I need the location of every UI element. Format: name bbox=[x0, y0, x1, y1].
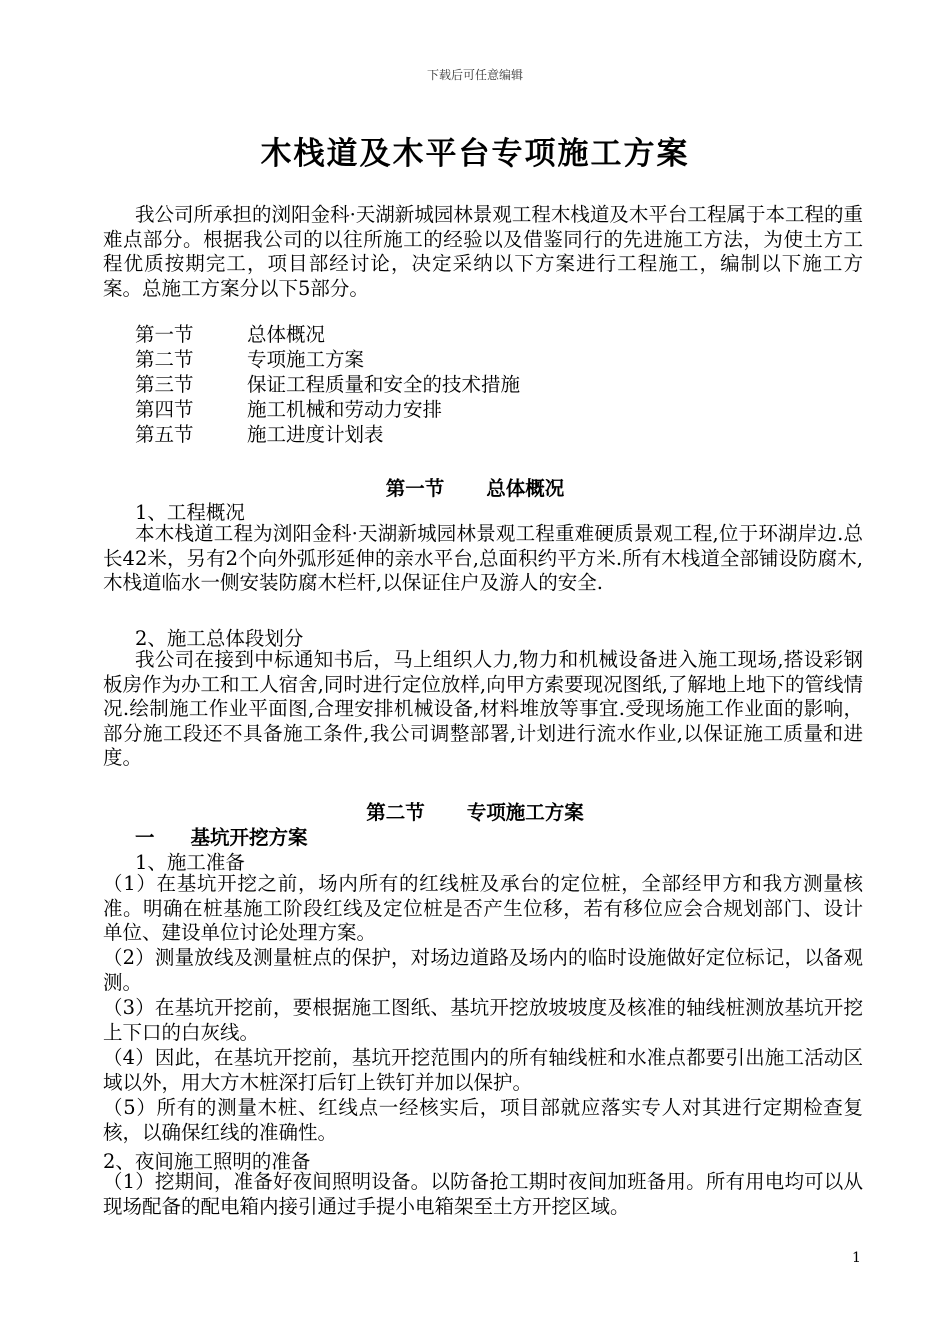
toc-name: 保证工程质量和安全的技术措施 bbox=[247, 373, 521, 396]
item-title: 1、施工准备 bbox=[135, 851, 245, 874]
section-heading bbox=[0, 797, 950, 825]
toc-item bbox=[135, 422, 520, 447]
item-title: 2、施工总体段划分 bbox=[135, 627, 304, 650]
toc-item bbox=[135, 347, 520, 372]
subsection-name: 基坑开挖方案 bbox=[190, 826, 308, 849]
toc-item bbox=[135, 397, 520, 422]
table-of-contents bbox=[135, 322, 520, 447]
toc-item bbox=[135, 372, 520, 397]
toc-name: 专项施工方案 bbox=[247, 348, 365, 371]
page-number: 1 bbox=[852, 1250, 861, 1266]
toc-number: 第三节 bbox=[135, 373, 194, 396]
item-paragraph: （4）因此，在基坑开挖前，基坑开挖范围内的所有轴线桩和水准点都要引出施工活动区域以外，用大方木桩深打后钉上铁钉并加以保护。 bbox=[103, 1046, 863, 1094]
section-name: 专项施工方案 bbox=[466, 801, 584, 824]
toc-name: 总体概况 bbox=[247, 323, 326, 346]
toc-number: 第二节 bbox=[135, 348, 194, 371]
item-paragraph: 我公司在接到中标通知书后，马上组织人力,物力和机械设备进入施工现场,搭设彩钢板房作为办工和工人宿舍,同时进行定位放样,向甲方索要现况图纸,了解地上地下的管线情况.绘制施工作业平面图,合理安排机械设备,材料堆放等事宜.受现场施工作业面的影响，部分施工段还不具备施工条件,我公司调整部署,计划进行流水作业,以保证施工质量和进度。 bbox=[103, 648, 863, 769]
section-number: 第二节 bbox=[366, 801, 425, 824]
item-paragraph: （5）所有的测量木桩、红线点一经核实后，项目部就应落实专人对其进行定期检查复核，以确保红线的准确性。 bbox=[103, 1096, 863, 1144]
toc-number: 第四节 bbox=[135, 398, 194, 421]
toc-item bbox=[135, 322, 520, 347]
item-paragraph: （1）挖期间，准备好夜间照明设备。以防备抢工期时夜间加班备用。所有用电均可以从现场配备的配电箱内接引通过手提小电箱架至土方开挖区域。 bbox=[103, 1170, 863, 1218]
toc-name: 施工机械和劳动力安排 bbox=[247, 398, 443, 421]
document-title: 木栈道及木平台专项施工方案 bbox=[260, 136, 690, 172]
section-number: 第一节 bbox=[385, 477, 445, 500]
subsection-number: 一 bbox=[135, 826, 155, 849]
subsection-heading bbox=[135, 822, 308, 850]
toc-number: 第五节 bbox=[135, 423, 194, 446]
item-title: 2、夜间施工照明的准备 bbox=[103, 1150, 311, 1173]
item-paragraph: 本木栈道工程为浏阳金科·天湖新城园林景观工程重难硬质景观工程,位于环湖岸边.总长42米，另有2个向外弧形延伸的亲水平台,总面积约平方米.所有木栈道全部铺设防腐木,木栈道临水一侧安装防腐木栏杆,以保证住户及游人的安全. bbox=[103, 522, 863, 594]
toc-name: 施工进度计划表 bbox=[247, 423, 384, 446]
item-paragraph: （3）在基坑开挖前，要根据施工图纸、基坑开挖放坡坡度及核准的轴线桩测放基坑开挖上下口的白灰线。 bbox=[103, 996, 863, 1044]
intro-paragraph: 我公司所承担的浏阳金科·天湖新城园林景观工程木栈道及木平台工程属于本工程的重难点部分。根据我公司的以往所施工的经验以及借鉴同行的先进施工方法，为使土方工程优质按期完工，项目部经讨论，决定采纳以下方案进行工程施工，编制以下施工方案。总施工方案分以下5部分。 bbox=[103, 203, 863, 300]
section-name: 总体概况 bbox=[486, 477, 565, 500]
item-paragraph: （1）在基坑开挖之前，场内所有的红线桩及承台的定位桩，全部经甲方和我方测量核准。明确在桩基施工阶段红线及定位桩是否产生位移，若有移位应会合规划部门、设计单位、建设单位讨论处理方案。 bbox=[103, 872, 863, 944]
item-title: 1、工程概况 bbox=[135, 501, 245, 524]
toc-number: 第一节 bbox=[135, 323, 194, 346]
item-paragraph: （2）测量放线及测量桩点的保护，对场边道路及场内的临时设施做好定位标记，以备观测。 bbox=[103, 946, 863, 994]
page-header: 下载后可任意编辑 bbox=[426, 68, 523, 82]
